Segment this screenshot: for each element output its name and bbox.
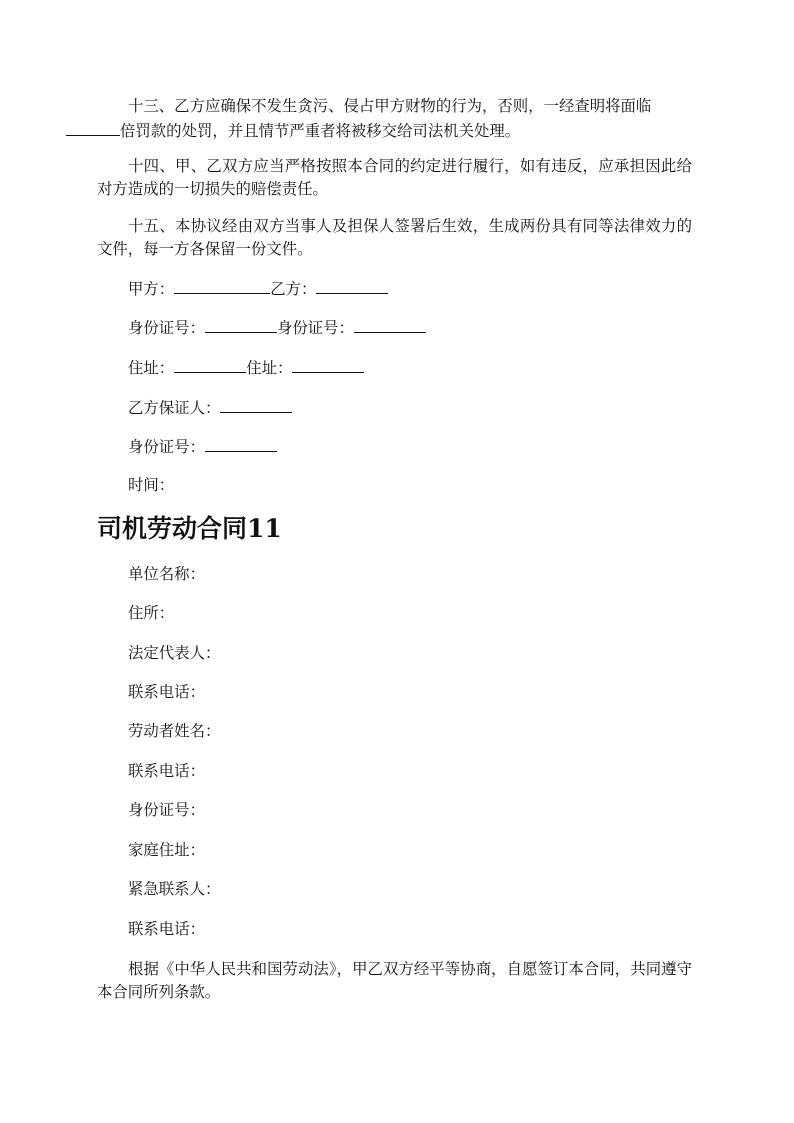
party-b-blank — [316, 276, 388, 294]
field-legal-rep: 法定代表人： — [128, 644, 221, 662]
clause-13 — [97, 95, 692, 143]
signature-id-line — [128, 315, 426, 340]
signature-party-line — [128, 276, 388, 301]
guarantor-id-label: 身份证号： — [128, 438, 205, 456]
clause-15: 十五、本协议经由双方当事人及担保人签署后生效，生成两份具有同等法律效力的文件，每一方各保留一份文件。 — [97, 217, 692, 258]
field-residence: 住所： — [128, 604, 175, 622]
party-b-label: 乙方： — [270, 280, 317, 298]
clause-13-cont — [97, 118, 520, 143]
party-a-address-blank — [174, 355, 246, 373]
signature-time-line — [128, 474, 174, 497]
party-b-address-blank — [292, 355, 364, 373]
time-label: 时间： — [128, 476, 175, 494]
field-home-address: 家庭住址： — [128, 841, 205, 859]
guarantor-id-blank — [205, 434, 277, 452]
signature-guarantor-id-line — [128, 434, 277, 459]
party-b-address-label: 住址： — [246, 359, 293, 377]
field-employer-phone: 联系电话： — [128, 683, 205, 701]
intro-paragraph: 根据《中华人民共和国劳动法》，甲乙双方经平等协商，自愿签订本合同，共同遵守本合同所列条款。 — [97, 960, 692, 1001]
signature-guarantor-line — [128, 395, 292, 420]
field-worker-name: 劳动者姓名： — [128, 722, 221, 740]
field-worker-phone: 联系电话： — [128, 762, 205, 780]
field-emergency-phone: 联系电话： — [128, 920, 205, 938]
party-a-id-label: 身份证号： — [128, 319, 205, 337]
field-id-number: 身份证号： — [128, 801, 205, 819]
party-b-id-label: 身份证号： — [276, 319, 354, 337]
party-a-label: 甲方： — [128, 280, 175, 298]
clause-13-text-b: 倍罚款的处罚，并且情节严重者将被移交给司法机关处理。 — [120, 122, 521, 140]
party-b-id-blank — [354, 315, 426, 333]
party-a-id-blank — [205, 315, 277, 333]
field-emergency-contact: 紧急联系人： — [128, 880, 221, 898]
guarantor-label: 乙方保证人： — [128, 399, 221, 417]
party-a-address-label: 住址： — [128, 359, 175, 377]
guarantor-blank — [220, 395, 292, 413]
field-unit-name: 单位名称： — [128, 565, 205, 583]
clause-13-text-a: 十三、乙方应确保不发生贪污、侵占甲方财物的行为，否则，一经查明将面临 — [128, 97, 652, 115]
signature-address-line — [128, 355, 364, 380]
contract-title: 司机劳动合同11 — [97, 514, 282, 543]
fine-multiplier-blank — [66, 118, 120, 136]
clause-14: 十四、甲、乙双方应当严格按照本合同的约定进行履行，如有违反，应承担因此给对方造成的一切损失的赔偿责任。 — [97, 157, 692, 198]
party-a-blank — [174, 276, 270, 294]
